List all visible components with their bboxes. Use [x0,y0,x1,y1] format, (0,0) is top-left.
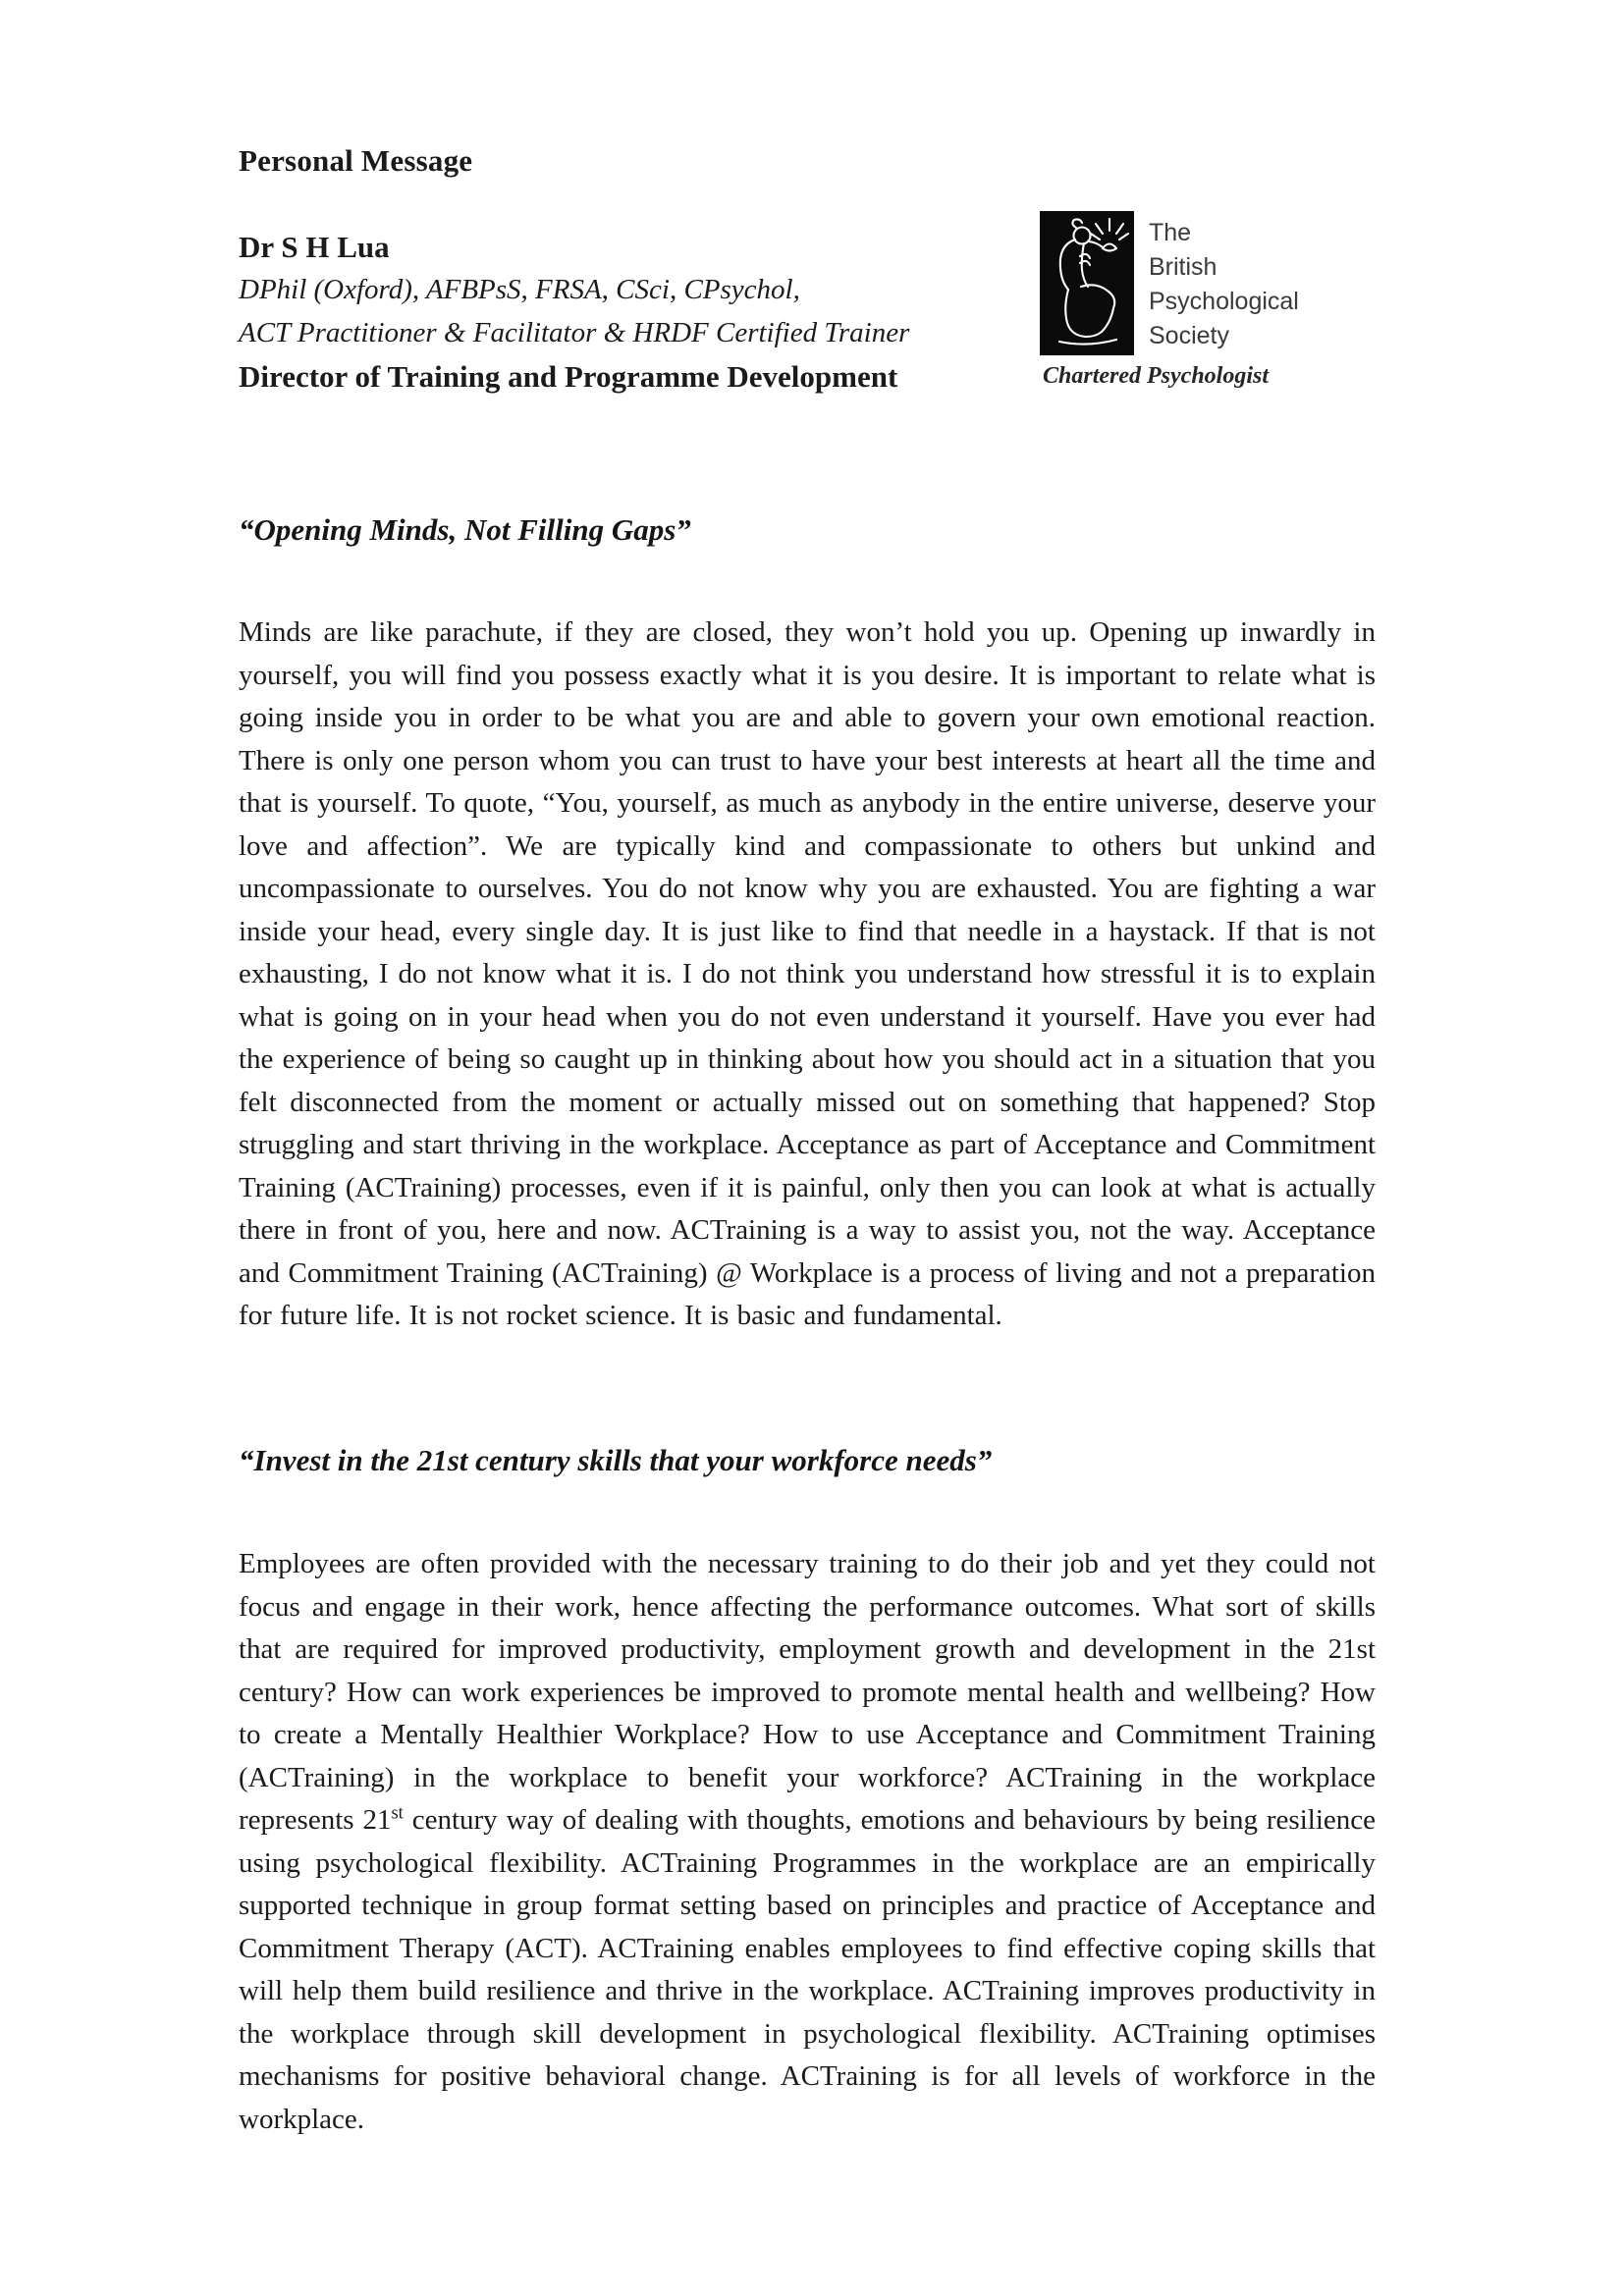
author-credentials-line2: ACT Practitioner & Facilitator & HRDF Certified Trainer [239,317,910,348]
author-job-title: Director of Training and Programme Development [239,359,898,394]
author-credentials-line1: DPhil (Oxford), AFBPsS, FRSA, CSci, CPsychol, [239,274,800,305]
paragraph-text-before-superscript: Employees are often provided with the necessary training to do their job and yet they could not focus and engage in their work, hence affecting the performance outcomes. What sort of skills that are required for improved productivity, employment growth and development in the 21st century? How can work experiences be improved to promote mental health and wellbeing? How to create a Mentally Healthier Workplace? How to use Acceptance and Commitment Training (ACTraining) in the workplace to benefit your workforce? ACTraining in the workplace represents 21 [239,1548,1376,1836]
bps-org-line: Psychological [1149,288,1299,315]
section-heading-invest-skills: “Invest in the 21st century skills that your workforce needs” [239,1443,993,1477]
ordinal-superscript: st [391,1802,404,1824]
bps-logo [1040,211,1374,390]
bps-logo-row [1040,211,1374,355]
bps-psyche-figure-icon [1040,211,1134,355]
page-title: Personal Message [239,143,473,178]
bps-org-line: Society [1149,322,1229,349]
paragraph-invest-skills [239,1543,1376,2141]
bps-org-line: The [1149,219,1192,246]
author-name: Dr S H Lua [239,230,390,264]
paragraph-text-after-superscript: century way of dealing with thoughts, emotions and behaviours by being resilience using psychological flexibility. ACTraining Programmes in the workplace are an empirically supported technique in group format setting based on principles and practice of Acceptance and Commitment Therapy (ACT). ACTraining enables employees to find effective coping skills that will help them build resilience and thrive in the workplace. ACTraining improves productivity in the workplace through skill development in psychological flexibility. ACTraining optimises mechanisms for positive behavioral change. ACTraining is for all levels of workforce in the workplace. [239,1804,1376,2135]
bps-org-name [1149,211,1299,353]
bps-tagline: Chartered Psychologist [1043,363,1270,389]
bps-org-line: British [1149,253,1217,281]
paragraph-opening-minds: Minds are like parachute, if they are closed, they won’t hold you up. Opening up inwardly in yourself, you will find you possess exactly what it is you desire. It is important to relate what is going inside you in order to be what you are and able to govern your own emotional reaction. There is only one person whom you can trust to have your best interests at heart all the time and that is yourself. To quote, “You, yourself, as much as anybody in the entire universe, deserve your love and affection”. We are typically kind and compassionate to others but unkind and uncompassionate to ourselves. You do not know why you are exhausted. You are fighting a war inside your head, every single day. It is just like to find that needle in a haystack. If that is not exhausting, I do not know what it is. I do not think you understand how stressful it is to explain what is going on in your head when you do not even understand it yourself. Have you ever had the experience of being so caught up in thinking about how you should act in a situation that you felt disconnected from the moment or actually missed out on something that happened? Stop struggling and start thriving in the workplace. Acceptance as part of Acceptance and Commitment Training (ACTraining) processes, even if it is painful, only then you can look at what is actually there in front of you, here and now. ACTraining is a way to assist you, not the way. Acceptance and Commitment Training (ACTraining) @ Workplace is a process of living and not a preparation for future life. It is not rocket science. It is basic and fundamental. [239,616,1376,1331]
section-heading-opening-minds: “Opening Minds, Not Filling Gaps” [239,512,691,547]
